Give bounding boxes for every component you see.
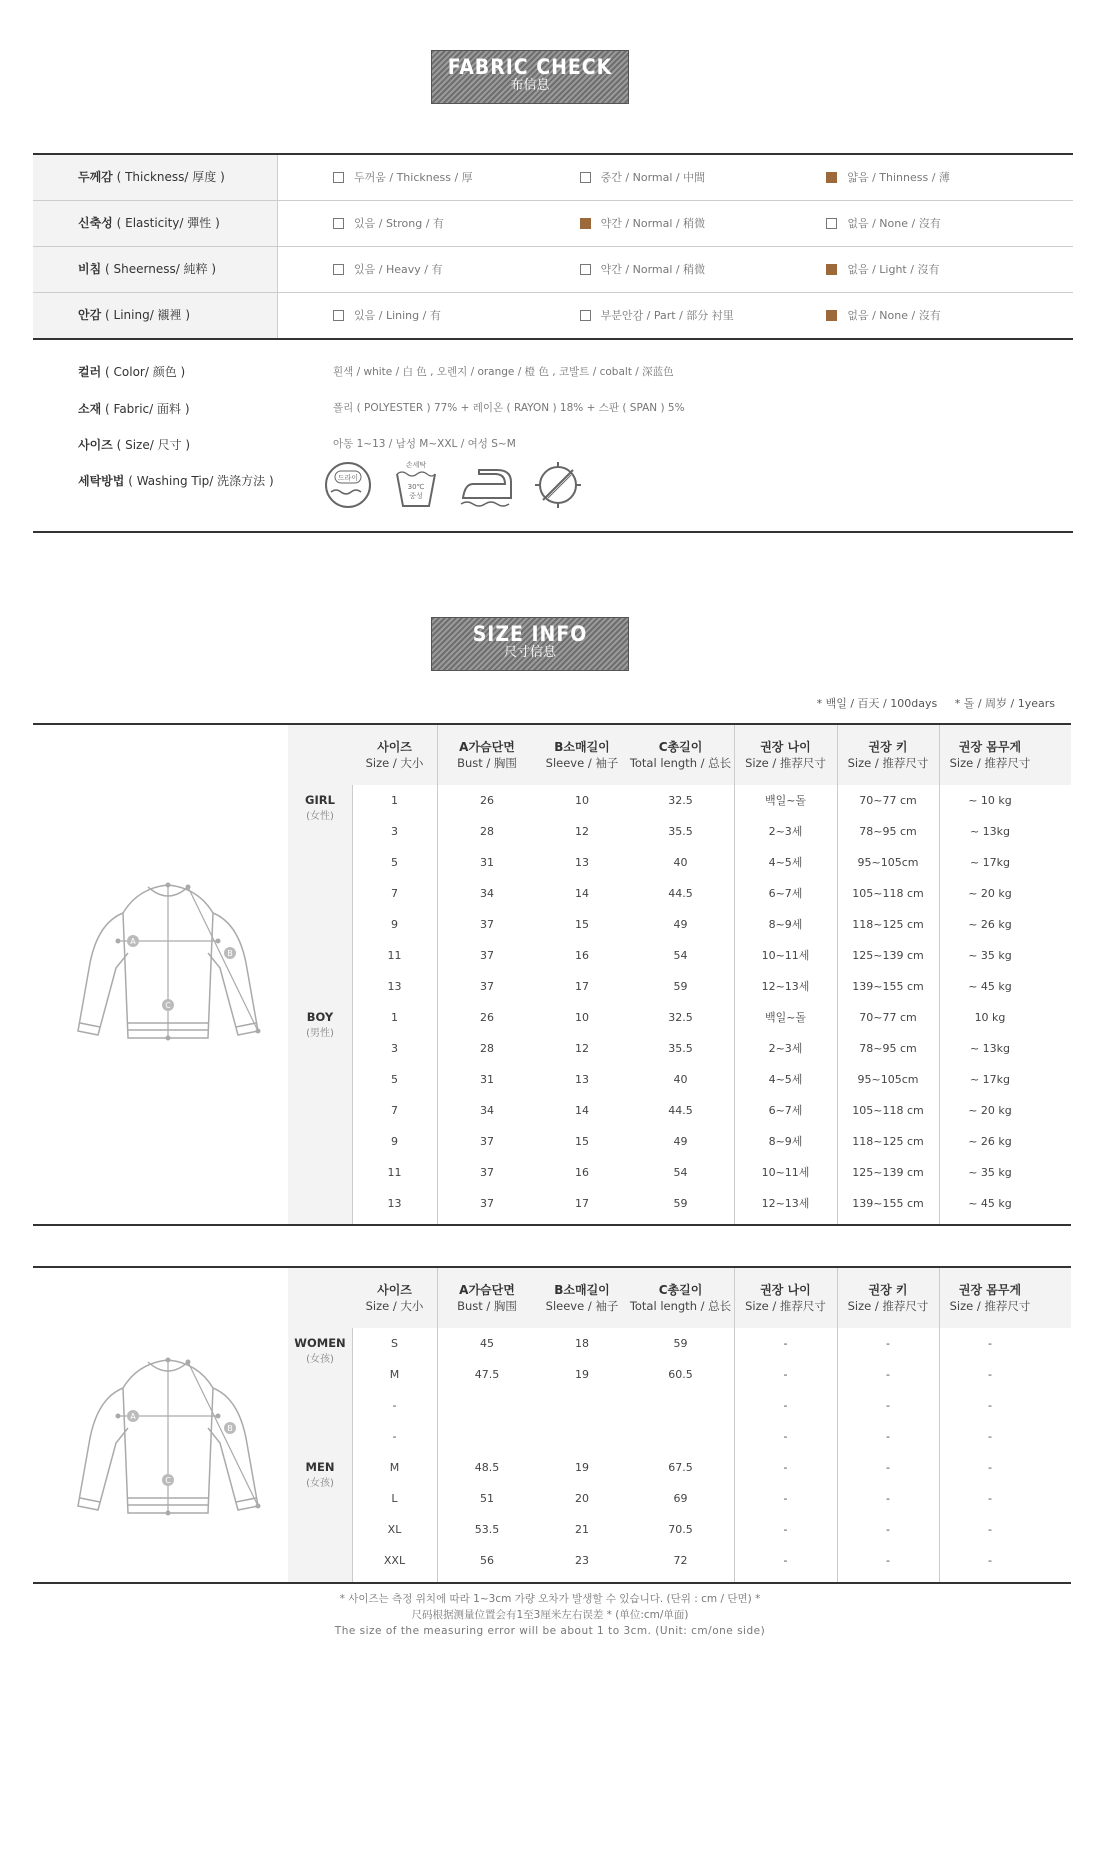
table-cell: 59 — [673, 980, 688, 993]
no-tumble-dry-icon — [533, 460, 583, 510]
checked-box-icon — [826, 264, 837, 275]
table-cell: 70~77 cm — [859, 1011, 917, 1024]
table-cell: 8~9세 — [768, 918, 803, 931]
table-row — [352, 1157, 1071, 1188]
fabric-option — [580, 247, 827, 292]
table-cell: 1 — [391, 794, 398, 807]
fabric-option-label: 없음 / None / 沒有 — [847, 309, 941, 322]
table-cell: 15 — [575, 1135, 589, 1148]
table-cell: 34 — [480, 1104, 494, 1117]
fabric-option — [333, 155, 580, 200]
table-cell: 72 — [673, 1554, 688, 1567]
svg-text:C: C — [165, 1476, 171, 1485]
table-cell: 20 — [575, 1492, 589, 1505]
fabric-table — [33, 153, 1073, 340]
table-cell: 3 — [391, 1042, 398, 1055]
table-cell: - — [988, 1492, 992, 1505]
table-cell: 5 — [391, 1073, 398, 1086]
table-cell: 16 — [575, 1166, 589, 1179]
table-row — [352, 1328, 1071, 1359]
table-cell: 49 — [673, 918, 688, 931]
fabric-option-label: 두꺼움 / Thickness / 厚 — [354, 171, 473, 184]
fabric-row — [33, 293, 1073, 338]
table-cell: ~ 26 kg — [968, 1135, 1012, 1148]
table-row — [352, 816, 1071, 847]
svg-text:중성: 중성 — [409, 492, 423, 500]
table-row — [352, 1421, 1071, 1452]
table-cell: ~ 20 kg — [968, 1104, 1012, 1117]
table-header — [352, 1268, 1071, 1328]
table-cell: 59 — [673, 1197, 688, 1210]
fabric-row-label: 비침 ( Sheerness/ 純粹 ) — [33, 247, 278, 292]
group-label: MEN (女孩) — [305, 1460, 335, 1489]
table-cell: - — [886, 1368, 890, 1381]
table-cell: 13 — [575, 1073, 589, 1086]
table-cell: - — [988, 1523, 992, 1536]
kids-size-table — [33, 723, 1071, 1226]
column-header: 권장 나이 Size / 推荐尺寸 — [745, 1283, 826, 1313]
table-cell: ~ 45 kg — [968, 980, 1012, 993]
table-cell: 48.5 — [474, 1461, 500, 1474]
table-cell: - — [783, 1368, 788, 1381]
table-cell: 37 — [480, 1166, 494, 1179]
table-cell: - — [783, 1492, 788, 1505]
table-cell: 67.5 — [668, 1461, 693, 1474]
column-header: 사이즈 Size / 大小 — [365, 740, 424, 770]
table-row — [352, 1002, 1071, 1033]
fabric-row-label: 안감 ( Lining/ 襯裡 ) — [33, 293, 278, 338]
table-cell: XXL — [383, 1554, 406, 1567]
table-cell: 47.5 — [474, 1368, 500, 1381]
table-cell: ~ 17kg — [969, 856, 1011, 869]
table-cell: 2~3세 — [768, 1042, 803, 1055]
table-cell: 11 — [387, 949, 402, 962]
adult-size-table — [33, 1266, 1071, 1584]
table-cell: 53.5 — [474, 1523, 500, 1536]
column-header: 권장 키 Size / 推荐尺寸 — [847, 740, 929, 770]
unchecked-box-icon — [826, 218, 837, 229]
table-cell: 118~125 cm — [852, 918, 924, 931]
table-cell: 4~5세 — [768, 856, 803, 869]
unchecked-box-icon — [580, 310, 591, 321]
unchecked-box-icon — [333, 218, 344, 229]
table-cell: 139~155 cm — [852, 1197, 924, 1210]
checked-box-icon — [580, 218, 591, 229]
hand-wash-icon — [391, 460, 441, 510]
unchecked-box-icon — [333, 310, 344, 321]
table-cell: 59 — [673, 1337, 688, 1350]
svg-text:C: C — [165, 1001, 171, 1010]
column-header: 권장 몸무게 Size / 推荐尺寸 — [949, 1283, 1031, 1313]
fabric-option — [580, 155, 827, 200]
column-header: 권장 몸무게 Size / 推荐尺寸 — [949, 740, 1031, 770]
table-cell: 34 — [480, 887, 494, 900]
table-cell: - — [886, 1337, 890, 1350]
table-cell: 37 — [480, 949, 494, 962]
table-body — [352, 785, 1071, 1219]
table-cell: - — [988, 1461, 992, 1474]
fabric-row-label: 두께감 ( Thickness/ 厚度 ) — [33, 155, 278, 200]
table-row — [352, 878, 1071, 909]
table-cell: 35.5 — [668, 1042, 693, 1055]
table-cell: - — [886, 1492, 890, 1505]
column-header: C총길이 Total length / 总长 — [629, 740, 732, 770]
table-cell: 8~9세 — [768, 1135, 803, 1148]
table-cell: 19 — [575, 1368, 589, 1381]
product-info — [33, 340, 1073, 533]
table-cell: 10 — [575, 794, 589, 807]
banner-subtitle: 尺寸信息 — [503, 645, 556, 660]
fabric-option — [826, 293, 1073, 338]
table-cell: 15 — [575, 918, 589, 931]
table-cell: 95~105cm — [857, 1073, 919, 1086]
svg-text:A: A — [130, 1412, 136, 1421]
fabric-row-label: 신축성 ( Elasticity/ 彈性 ) — [33, 201, 278, 246]
footer-note-en: The size of the measuring error will be about 1 to 3cm. (Unit: cm/one side) — [334, 1625, 766, 1637]
garment-diagram — [68, 873, 268, 1043]
table-row — [352, 1033, 1071, 1064]
table-cell: ~ 10 kg — [968, 794, 1012, 807]
fabric-option-label: 얇음 / Thinness / 薄 — [847, 171, 950, 184]
color-label: 컬러 ( Color/ 颜色 ) — [78, 365, 186, 379]
table-cell: 28 — [480, 825, 494, 838]
table-cell: 51 — [480, 1492, 494, 1505]
checked-box-icon — [826, 310, 837, 321]
fabric-option-label: 중간 / Normal / 中間 — [600, 171, 706, 184]
size-age-note: * 백일 / 百天 / 100days * 돌 / 周岁 / 1years — [816, 697, 1055, 710]
table-cell: 56 — [480, 1554, 494, 1567]
fabric-option-label: 부분안감 / Part / 部分 衬里 — [600, 309, 734, 322]
checked-box-icon — [826, 172, 837, 183]
fabric-option — [333, 293, 580, 338]
svg-text:B: B — [227, 1424, 233, 1433]
fabric-value: 폴리 ( POLYESTER ) 77% + 레이온 ( RAYON ) 18% + 스판 ( SPAN ) 5% — [333, 402, 685, 414]
table-cell: 54 — [673, 1166, 688, 1179]
table-cell: 12~13세 — [761, 1197, 810, 1210]
fabric-option — [580, 293, 827, 338]
table-cell: 105~118 cm — [852, 1104, 924, 1117]
footer-note-ko: * 사이즈는 측정 위치에 따라 1~3cm 가량 오차가 발생할 수 있습니다. (단위 : cm / 단면) * — [339, 1593, 761, 1605]
table-cell: 54 — [673, 949, 688, 962]
table-cell: 1 — [391, 1011, 398, 1024]
fabric-option-label: 없음 / None / 沒有 — [847, 217, 941, 230]
table-cell: 11 — [387, 1166, 402, 1179]
banner-title: FABRIC CHECK — [447, 55, 613, 79]
table-cell: 70~77 cm — [859, 794, 917, 807]
table-header — [352, 725, 1071, 785]
table-cell: 125~139 cm — [852, 1166, 924, 1179]
unchecked-box-icon — [333, 264, 344, 275]
fabric-option-label: 약간 / Normal / 稍微 — [600, 263, 706, 276]
table-row — [352, 1514, 1071, 1545]
table-cell: 16 — [575, 949, 589, 962]
table-cell: 5 — [391, 856, 398, 869]
table-cell: 13 — [387, 1197, 402, 1210]
table-row — [352, 1545, 1071, 1576]
table-cell: ~ 13kg — [969, 1042, 1011, 1055]
table-cell: 13 — [387, 980, 402, 993]
table-cell: 125~139 cm — [852, 949, 924, 962]
table-cell: 9 — [391, 918, 398, 931]
table-cell: - — [988, 1554, 992, 1567]
svg-text:30℃: 30℃ — [407, 483, 425, 491]
table-cell: 10~11세 — [761, 1166, 810, 1179]
fabric-option-label: 약간 / Normal / 稍微 — [600, 217, 706, 230]
svg-text:A: A — [130, 937, 136, 946]
table-cell: - — [783, 1461, 788, 1474]
table-row — [352, 785, 1071, 816]
table-cell: - — [886, 1430, 890, 1443]
garment-diagram — [68, 1348, 268, 1518]
diagram-area — [33, 725, 289, 1224]
table-cell: 10 — [575, 1011, 589, 1024]
fabric-label: 소재 ( Fabric/ 面料 ) — [78, 402, 190, 416]
table-cell: L — [391, 1492, 398, 1505]
table-cell — [537, 1390, 627, 1421]
table-row — [352, 1390, 1071, 1421]
table-cell: S — [391, 1337, 398, 1350]
table-cell: - — [886, 1399, 890, 1412]
table-cell: - — [988, 1399, 992, 1412]
column-header: C총길이 Total length / 总长 — [629, 1283, 732, 1313]
table-cell: 37 — [480, 980, 494, 993]
table-cell: - — [392, 1430, 397, 1443]
table-cell: 139~155 cm — [852, 980, 924, 993]
table-cell — [627, 1421, 734, 1452]
table-cell: - — [988, 1430, 992, 1443]
table-cell: 백일~돌 — [764, 794, 807, 807]
table-cell: 40 — [673, 856, 688, 869]
table-cell: ~ 35 kg — [968, 949, 1012, 962]
column-header: B소매길이 Sleeve / 袖子 — [545, 740, 619, 770]
table-row — [352, 940, 1071, 971]
iron-icon — [459, 460, 515, 510]
unchecked-box-icon — [580, 264, 591, 275]
table-cell: 78~95 cm — [859, 1042, 917, 1055]
table-cell: - — [988, 1368, 992, 1381]
table-cell: 7 — [391, 887, 398, 900]
column-header: 사이즈 Size / 大小 — [365, 1283, 424, 1313]
group-column — [288, 1268, 353, 1582]
table-cell: 23 — [575, 1554, 589, 1567]
table-cell: 37 — [480, 1135, 494, 1148]
fabric-option — [333, 201, 580, 246]
table-cell: 78~95 cm — [859, 825, 917, 838]
fabric-option — [826, 155, 1073, 200]
table-cell: 60.5 — [668, 1368, 693, 1381]
table-cell: 3 — [391, 825, 398, 838]
table-cell: 95~105cm — [857, 856, 919, 869]
table-cell: 105~118 cm — [852, 887, 924, 900]
table-row — [352, 1188, 1071, 1219]
table-cell: 45 — [480, 1337, 494, 1350]
table-cell: 26 — [480, 794, 494, 807]
banner-subtitle: 布信息 — [510, 78, 550, 93]
table-cell: 118~125 cm — [852, 1135, 924, 1148]
table-cell: 35.5 — [668, 825, 693, 838]
table-cell: 12 — [575, 1042, 589, 1055]
fabric-row — [33, 155, 1073, 201]
table-cell: M — [389, 1461, 400, 1474]
size-info-banner — [431, 617, 629, 671]
table-row — [352, 1452, 1071, 1483]
footer-note-zh: 尺码根据测量位置会有1至3厘米左右误差 * (单位:cm/单面) — [411, 1609, 689, 1621]
unchecked-box-icon — [333, 172, 344, 183]
fabric-option-label: 있음 / Strong / 有 — [354, 217, 444, 230]
table-cell: ~ 35 kg — [968, 1166, 1012, 1179]
fabric-row — [33, 247, 1073, 293]
table-cell: - — [886, 1523, 890, 1536]
table-cell: 28 — [480, 1042, 494, 1055]
table-cell: 19 — [575, 1461, 589, 1474]
svg-text:B: B — [227, 949, 233, 958]
table-row — [352, 971, 1071, 1002]
color-value: 흰색 / white / 白 色 , 오렌지 / orange / 橙 色 , 코발트 / cobalt / 深蓝色 — [333, 366, 674, 378]
table-cell: 31 — [480, 856, 494, 869]
table-cell: 44.5 — [668, 887, 693, 900]
table-cell: 4~5세 — [768, 1073, 803, 1086]
fabric-check-banner — [431, 50, 629, 104]
dry-clean-icon — [323, 460, 373, 510]
table-body — [352, 1328, 1071, 1576]
table-cell: 10 kg — [974, 1011, 1006, 1024]
table-cell: 2~3세 — [768, 825, 803, 838]
table-cell: M — [389, 1368, 400, 1381]
table-cell: 21 — [575, 1523, 589, 1536]
table-cell: 백일~돌 — [764, 1011, 807, 1024]
column-header: B소매길이 Sleeve / 袖子 — [545, 1283, 619, 1313]
table-cell: 70.5 — [668, 1523, 693, 1536]
column-header: A가슴단면 Bust / 胸围 — [457, 740, 517, 770]
table-cell: - — [783, 1399, 788, 1412]
table-cell: 12~13세 — [761, 980, 810, 993]
size-label: 사이즈 ( Size/ 尺寸 ) — [78, 438, 191, 452]
table-cell: 14 — [575, 1104, 589, 1117]
table-row — [352, 1095, 1071, 1126]
table-cell: 12 — [575, 825, 589, 838]
table-cell: ~ 26 kg — [968, 918, 1012, 931]
fabric-option — [333, 247, 580, 292]
group-column — [288, 725, 353, 1224]
table-cell: 6~7세 — [768, 1104, 803, 1117]
table-cell: 69 — [673, 1492, 688, 1505]
table-cell: 10~11세 — [761, 949, 810, 962]
fabric-option-label: 없음 / Light / 沒有 — [847, 263, 940, 276]
table-cell — [537, 1421, 627, 1452]
table-cell: 26 — [480, 1011, 494, 1024]
table-cell: 18 — [575, 1337, 589, 1350]
fabric-option-label: 있음 / Lining / 有 — [354, 309, 441, 322]
fabric-option-label: 있음 / Heavy / 有 — [354, 263, 443, 276]
table-cell — [437, 1390, 537, 1421]
table-cell: 44.5 — [668, 1104, 693, 1117]
banner-title: SIZE INFO — [472, 622, 588, 646]
table-cell — [627, 1390, 734, 1421]
table-cell: 9 — [391, 1135, 398, 1148]
svg-text:손세탁: 손세탁 — [405, 461, 427, 469]
table-cell: - — [783, 1337, 788, 1350]
table-cell: 40 — [673, 1073, 688, 1086]
svg-text:드라이: 드라이 — [337, 474, 359, 482]
table-cell: - — [392, 1399, 397, 1412]
table-cell: 49 — [673, 1135, 688, 1148]
table-cell: - — [783, 1430, 788, 1443]
table-cell: 6~7세 — [768, 887, 803, 900]
table-cell: 37 — [480, 1197, 494, 1210]
washing-icons — [323, 460, 583, 510]
column-header: 권장 키 Size / 推荐尺寸 — [847, 1283, 929, 1313]
table-cell: 37 — [480, 918, 494, 931]
table-cell: 31 — [480, 1073, 494, 1086]
table-cell: - — [988, 1337, 992, 1350]
size-value: 아동 1~13 / 남성 M~XXL / 여성 S~M — [333, 438, 516, 450]
table-cell: ~ 17kg — [969, 1073, 1011, 1086]
fabric-row — [33, 201, 1073, 247]
table-cell: ~ 13kg — [969, 825, 1011, 838]
table-cell: 32.5 — [668, 794, 693, 807]
wash-label: 세탁방법 ( Washing Tip/ 洗涤方法 ) — [78, 474, 274, 488]
table-cell: ~ 45 kg — [968, 1197, 1012, 1210]
table-cell: - — [783, 1554, 788, 1567]
table-cell: 7 — [391, 1104, 398, 1117]
diagram-area — [33, 1268, 289, 1582]
table-cell: ~ 20 kg — [968, 887, 1012, 900]
fabric-option — [826, 247, 1073, 292]
table-row — [352, 1064, 1071, 1095]
table-cell: 32.5 — [668, 1011, 693, 1024]
table-row — [352, 1126, 1071, 1157]
unchecked-box-icon — [580, 172, 591, 183]
column-header: 권장 나이 Size / 推荐尺寸 — [745, 740, 826, 770]
table-cell: 14 — [575, 887, 589, 900]
table-row — [352, 847, 1071, 878]
table-row — [352, 1483, 1071, 1514]
fabric-option — [580, 201, 827, 246]
table-cell: 13 — [575, 856, 589, 869]
table-row — [352, 1359, 1071, 1390]
table-cell: 17 — [575, 1197, 589, 1210]
table-cell: - — [783, 1523, 788, 1536]
table-cell: XL — [387, 1523, 402, 1536]
table-cell — [437, 1421, 537, 1452]
group-label: GIRL (女性) — [305, 793, 335, 822]
table-cell: 17 — [575, 980, 589, 993]
group-label: WOMEN (女孩) — [294, 1336, 346, 1365]
table-cell: - — [886, 1554, 890, 1567]
table-row — [352, 909, 1071, 940]
column-header: A가슴단면 Bust / 胸围 — [457, 1283, 517, 1313]
group-label: BOY (男性) — [306, 1010, 334, 1039]
table-cell: - — [886, 1461, 890, 1474]
fabric-option — [826, 201, 1073, 246]
